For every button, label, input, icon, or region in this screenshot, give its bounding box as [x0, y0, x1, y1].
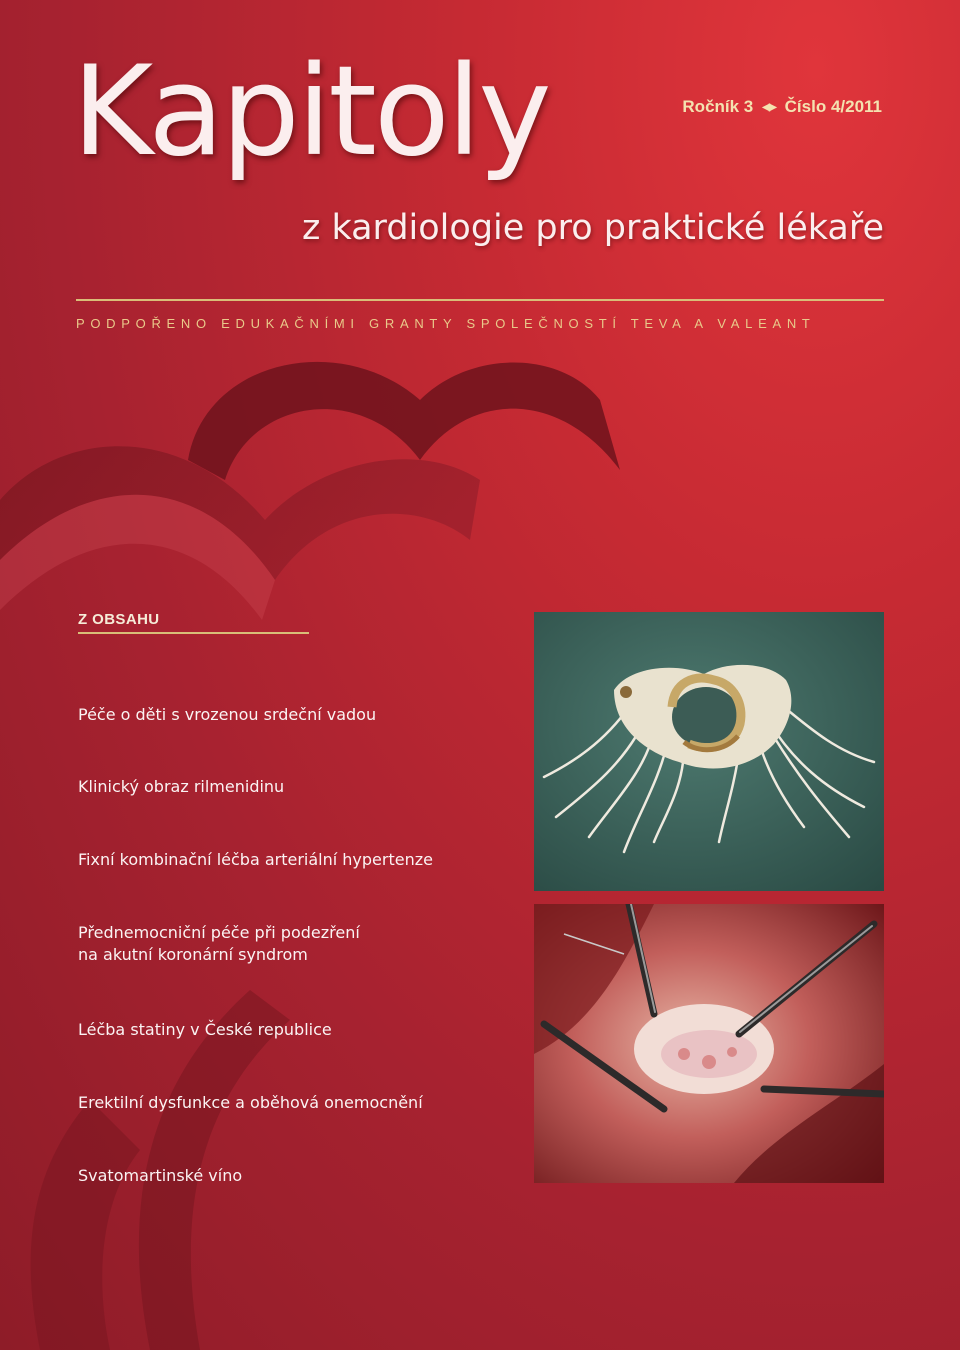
contents-item: Péče o děti s vrozenou srdeční vadou	[78, 705, 377, 724]
issue-info	[682, 97, 882, 117]
volume-label: Ročník 3	[682, 97, 754, 116]
contents-item: Svatomartinské víno	[78, 1166, 243, 1185]
magazine-subtitle: z kardiologie pro praktické lékaře	[301, 208, 884, 248]
issue-number: Číslo 4/2011	[784, 97, 882, 116]
contents-item: Klinický obraz rilmenidinu	[78, 777, 285, 796]
photo-open-heart-surgery	[534, 904, 884, 1183]
photo-excised-heart-valve	[534, 612, 884, 891]
double-arrow-icon: ◀▶	[762, 102, 776, 113]
contents-item: Přednemocniční péče při podezření na akutní koronární syndrom	[78, 923, 360, 964]
magazine-title: Kapitoly	[72, 40, 549, 184]
support-line: PODPOŘENO EDUKAČNÍMI GRANTY SPOLEČNOSTÍ TEVA A VALEANT	[76, 316, 816, 331]
contents-item: Erektilní dysfunkce a oběhová onemocnění	[78, 1093, 423, 1112]
heart-valve-photo-icon	[534, 612, 884, 891]
surgery-photo-icon	[534, 904, 884, 1183]
contents-divider	[78, 632, 309, 634]
contents-item: Fixní kombinační léčba arteriální hypertenze	[78, 850, 433, 869]
contents-item: Léčba statiny v České republice	[78, 1020, 332, 1039]
contents-heading: Z OBSAHU	[78, 611, 160, 628]
gold-divider	[76, 299, 884, 301]
